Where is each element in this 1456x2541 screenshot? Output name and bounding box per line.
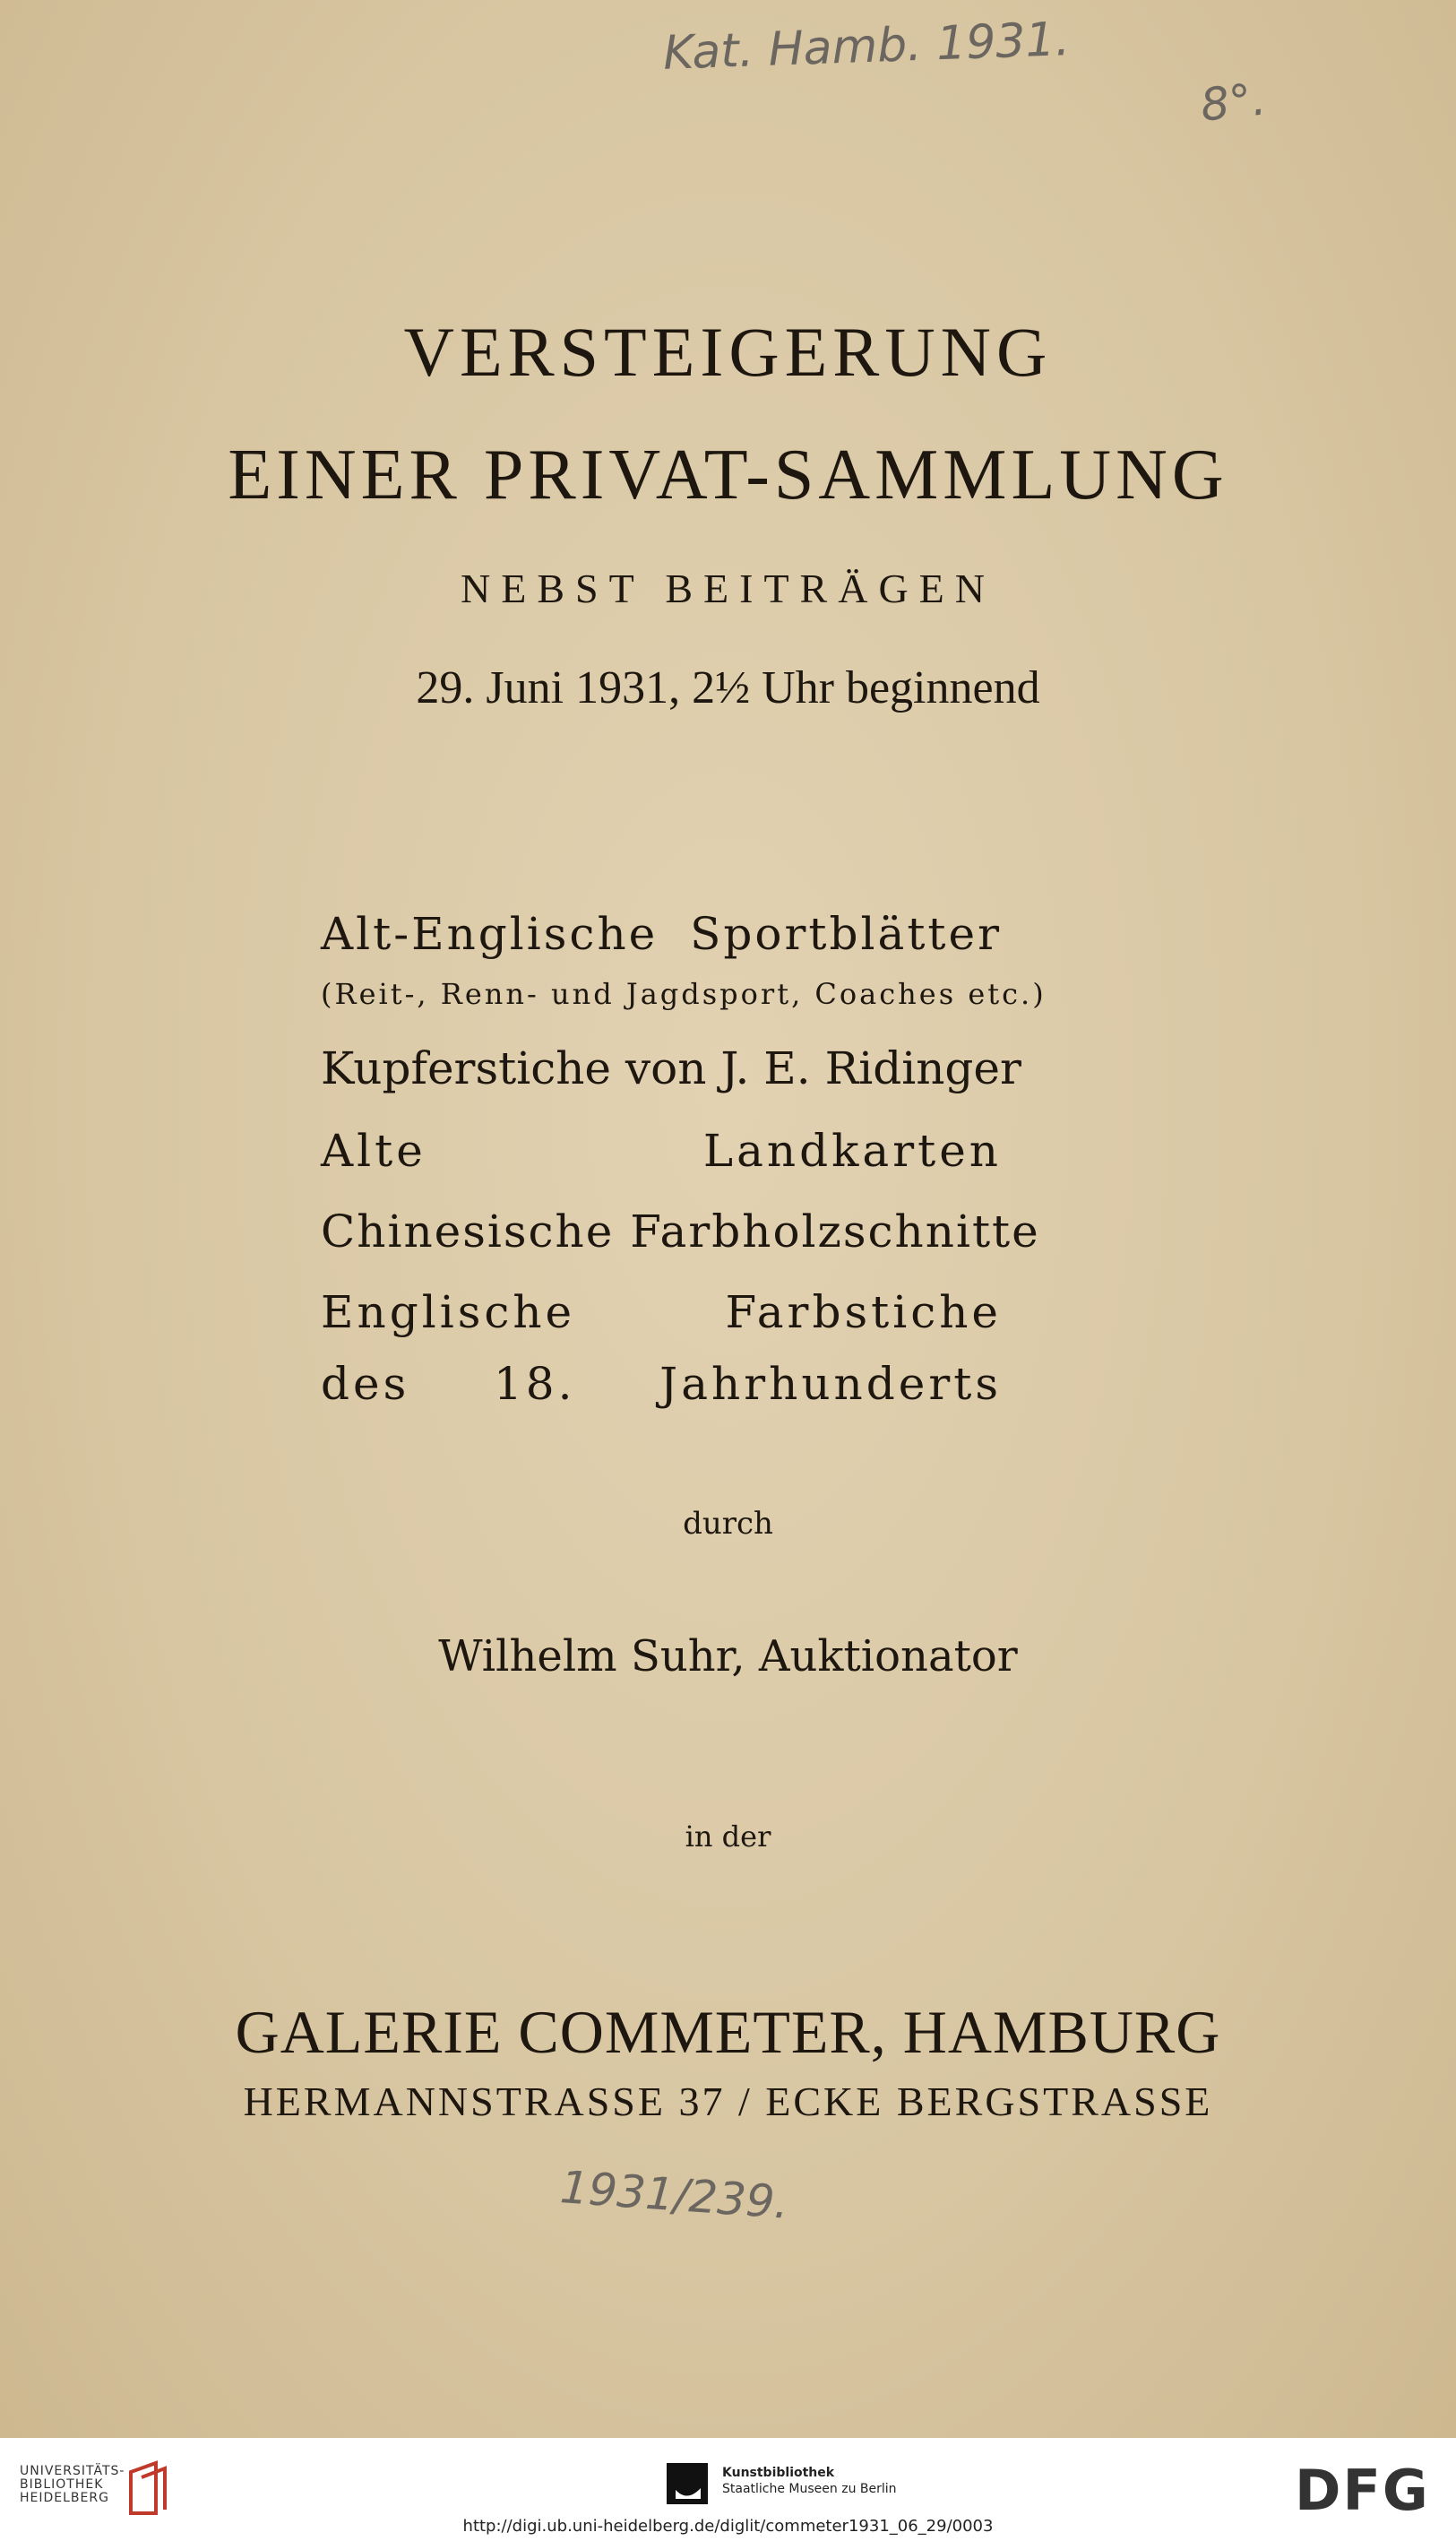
gallery-name: GALERIE COMMETER, HAMBURG	[235, 1998, 1221, 2066]
handwritten-inventory-number: 1931/239.	[558, 2161, 791, 2229]
footer-bar	[0, 2438, 1456, 2541]
dfg-logo: DFG	[1295, 2458, 1430, 2523]
title-line-1: VERSTEIGERUNG	[403, 313, 1053, 391]
handwritten-catalog-note: Kat. Hamb. 1931.	[662, 13, 1072, 81]
university-library-label: UNIVERSITÄTS- BIBLIOTHEK HEIDELBERG	[20, 2464, 125, 2505]
title-line-2: EINER PRIVAT-SAMMLUNG	[228, 436, 1228, 514]
content-item: Alte Landkarten	[321, 1125, 1002, 1177]
handwritten-format-note: 8°.	[1198, 73, 1269, 132]
content-item-subtitle: (Reit-, Renn- und Jagdsport, Coaches etc.)	[321, 977, 1047, 1011]
auction-date: 29. Juni 1931, 2½ Uhr beginnend	[416, 662, 1040, 713]
content-item: Alt-Englische Sportblätter	[321, 908, 1002, 960]
kunstbibliothek-label: Kunstbibliothek Staatliche Museen zu Berlin	[722, 2466, 897, 2496]
source-url[interactable]: http://digi.ub.uni-heidelberg.de/diglit/commeter1931_06_29/0003	[462, 2517, 994, 2536]
gallery-address: HERMANNSTRASSE 37 / ECKE BERGSTRASSE	[243, 2079, 1213, 2124]
durch-text: durch	[683, 1506, 773, 1542]
content-item: des 18. Jahrhunderts	[321, 1358, 1002, 1410]
kunstbibliothek-logo-icon	[667, 2463, 708, 2504]
university-library-logo-icon	[125, 2459, 170, 2519]
content-item: Englische Farbstiche	[321, 1286, 1002, 1338]
auctioneer-name: Wilhelm Suhr, Auktionator	[438, 1631, 1018, 1681]
content-item: Chinesische Farbholzschnitte	[321, 1206, 1040, 1258]
content-item: Kupferstiche von J. E. Ridinger	[321, 1042, 1021, 1094]
title-line-3: NEBST BEITRÄGEN	[461, 566, 995, 611]
in-der-text: in der	[685, 1819, 771, 1854]
